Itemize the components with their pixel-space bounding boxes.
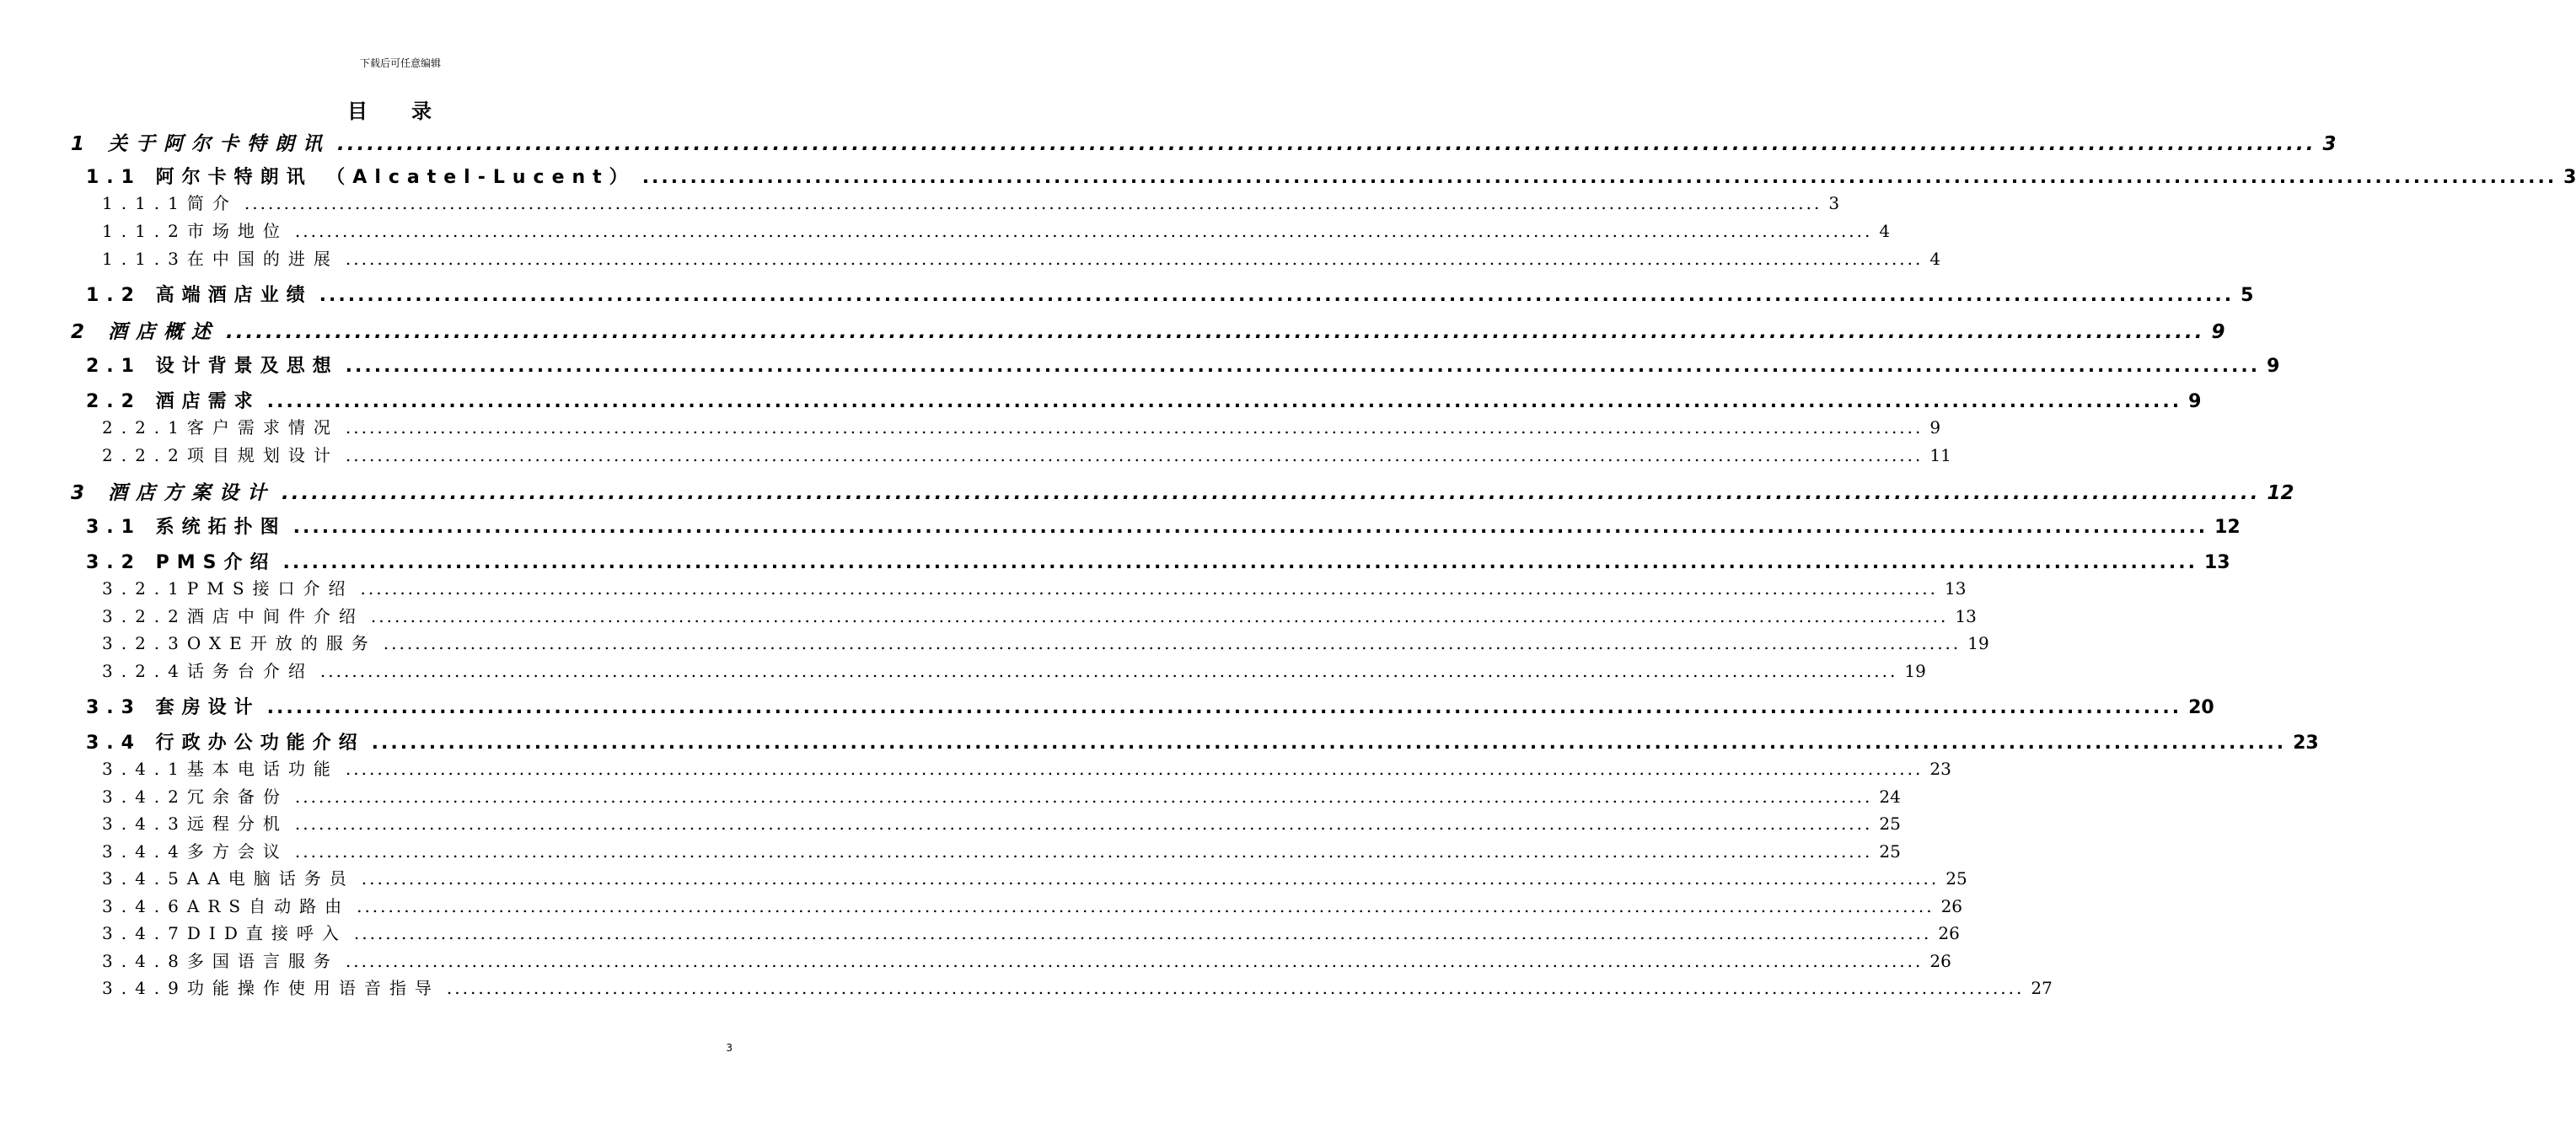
toc-leader-dots: ........................................................................................................................................................................................................ [360, 578, 1939, 599]
toc-entry-level2[interactable] [86, 163, 2576, 189]
toc-leader-dots: ........................................................................................................................................................................................................ [345, 951, 1924, 971]
toc-leader-dots: ........................................................................................................................................................................................................ [383, 633, 1962, 653]
toc-leader-dots: ........................................................................................................................................................................................................ [345, 445, 1924, 465]
toc-entry-page: 13 [1945, 578, 1967, 599]
toc-leader-dots: ........................................................................................................................................................................................................ [266, 391, 2182, 412]
toc-entry-label: 3.4.3远程分机 [102, 814, 288, 834]
toc-entry-page: 23 [2293, 733, 2319, 754]
toc-entry-label: 3.2.3OXE开放的服务 [102, 633, 377, 653]
toc-entry-label: 3.4.8多国语言服务 [102, 951, 339, 971]
toc-leader-dots: ........................................................................................................................................................................................................ [294, 814, 1873, 834]
toc-entry-page: 9 [2188, 391, 2202, 412]
toc-leader-dots: ........................................................................................................................................................................................................ [345, 759, 1924, 779]
toc-entry-label: 3.3 套房设计 [86, 697, 260, 718]
toc-entry-level3[interactable] [102, 245, 1941, 270]
toc-entry-level2[interactable] [86, 513, 2241, 539]
toc-entry-label: 2.2 酒店需求 [86, 391, 260, 412]
toc-entry-label: 3.2.1PMS接口介绍 [102, 578, 354, 599]
toc-entry-label: 3.4 行政办公功能介绍 [86, 733, 365, 754]
toc-entry-label: 1.1.1简介 [102, 193, 238, 213]
toc-entry-page: 20 [2188, 697, 2214, 718]
toc-entry-label: 3.4.1基本电话功能 [102, 759, 339, 779]
toc-leader-dots: ........................................................................................................................................................................................................ [294, 841, 1873, 862]
toc-entry-level2[interactable] [86, 352, 2280, 378]
toc-entry-page: 23 [1929, 759, 1951, 779]
toc-leader-dots: ........................................................................................................................................................................................................ [294, 787, 1873, 807]
toc-entry-label: 1.1 阿尔卡特朗讯 （Alcatel-Lucent） [86, 167, 636, 188]
toc-leader-dots: ........................................................................................................................................................................................................ [641, 167, 2557, 188]
toc-entry-label: 1.1.3在中国的进展 [102, 249, 339, 269]
toc-entry-label: 3.4.4多方会议 [102, 841, 288, 862]
toc-entry-level3[interactable] [102, 975, 2053, 999]
toc-entry-label: 3.2.2酒店中间件介绍 [102, 606, 364, 626]
toc-leader-dots: ........................................................................................................................................................................................................ [353, 923, 1932, 943]
toc-leader-dots: ........................................................................................................................................................................................................ [357, 896, 1935, 916]
toc-entry-label: 2.1 设计背景及思想 [86, 356, 339, 377]
toc-leader-dots: ........................................................................................................................................................................................................ [319, 285, 2235, 306]
toc-entry-level3[interactable] [102, 920, 1960, 944]
toc-entry-level2[interactable] [86, 693, 2214, 719]
toc-entry-page: 3 [2322, 133, 2337, 155]
toc-entry-page: 13 [1955, 606, 1977, 626]
toc-entry-page: 26 [1938, 923, 1960, 943]
toc-entry-level3[interactable] [102, 783, 1901, 808]
toc-entry-level2[interactable] [86, 728, 2319, 754]
toc-entry-page: 19 [1967, 633, 1989, 653]
toc-entry-page: 12 [2214, 517, 2241, 538]
toc-entry-page: 25 [1879, 814, 1901, 834]
toc-entry-level3[interactable] [102, 865, 1967, 889]
toc-entry-page: 12 [2267, 482, 2294, 504]
toc-entry-page: 9 [2267, 356, 2280, 377]
toc-entry-label: 2.2.1客户需求情况 [102, 417, 339, 438]
toc-entry-label: 3.2 PMS介绍 [86, 552, 276, 573]
toc-entry-page: 19 [1904, 661, 1926, 681]
toc-entry-level3[interactable] [102, 575, 1967, 599]
toc-leader-dots: ........................................................................................................................................................................................................ [266, 697, 2182, 718]
toc-leader-dots: ........................................................................................................................................................................................................ [244, 193, 1822, 213]
toc-leader-dots: ........................................................................................................................................................................................................ [282, 552, 2198, 573]
toc-leader-dots: ........................................................................................................................................................................................................ [282, 482, 2261, 504]
toc-leader-dots: ........................................................................................................................................................................................................ [226, 321, 2205, 343]
toc-entry-label: 3.4.6ARS自动路由 [102, 896, 351, 916]
toc-entry-level1[interactable] [71, 316, 2225, 344]
toc-entry-level3[interactable] [102, 838, 1901, 862]
page-number: 3 [726, 1042, 733, 1054]
toc-entry-page: 25 [1945, 868, 1967, 889]
toc-entry-level3[interactable] [102, 190, 1840, 214]
toc-entry-level3[interactable] [102, 603, 1977, 627]
toc-entry-page: 26 [1940, 896, 1963, 916]
toc-entry-page: 25 [1879, 841, 1901, 862]
toc-entry-page: 11 [1929, 445, 1951, 465]
toc-leader-dots: ........................................................................................................................................................................................................ [345, 249, 1924, 269]
toc-entry-level2[interactable] [86, 387, 2202, 413]
toc-entry-level1[interactable] [71, 128, 2337, 156]
toc-entry-page: 27 [2031, 978, 2053, 998]
toc-leader-dots: ........................................................................................................................................................................................................ [361, 868, 1940, 889]
toc-leader-dots: ........................................................................................................................................................................................................ [292, 517, 2208, 538]
toc-entry-label: 3.2.4话务台介绍 [102, 661, 314, 681]
toc-entry-label: 1.1.2市场地位 [102, 221, 288, 241]
toc-entry-level1[interactable] [71, 477, 2294, 505]
toc-entry-level3[interactable] [102, 442, 1951, 466]
page-header: 下载后可任意编辑 [359, 57, 441, 69]
toc-entry-label: 3 酒店方案设计 [71, 482, 276, 504]
toc-entry-label: 2 酒店概述 [71, 321, 220, 343]
toc-entry-level3[interactable] [102, 948, 1951, 972]
toc-entry-page: 9 [1929, 417, 1941, 438]
toc-entry-level3[interactable] [102, 755, 1951, 780]
toc-entry-level3[interactable] [102, 658, 1926, 682]
toc-leader-dots: ........................................................................................................................................................................................................ [371, 733, 2287, 754]
toc-entry-level2[interactable] [86, 548, 2230, 574]
toc-entry-page: 24 [1879, 787, 1901, 807]
toc-entry-label: 3.4.5AA电脑话务员 [102, 868, 355, 889]
toc-title: 目录 [347, 99, 475, 123]
toc-entry-level3[interactable] [102, 810, 1901, 835]
toc-entry-level3[interactable] [102, 414, 1941, 438]
toc-entry-level3[interactable] [102, 630, 1989, 654]
toc-leader-dots: ........................................................................................................................................................................................................ [319, 661, 1898, 681]
toc-entry-label: 3.4.9功能操作使用语音指导 [102, 978, 440, 998]
toc-leader-dots: ........................................................................................................................................................................................................ [294, 221, 1873, 241]
toc-entry-page: 26 [1929, 951, 1951, 971]
toc-entry-label: 3.4.2冗余备份 [102, 787, 288, 807]
toc-entry-page: 13 [2203, 552, 2230, 573]
toc-leader-dots: ........................................................................................................................................................................................................ [446, 978, 2025, 998]
toc-leader-dots: ........................................................................................................................................................................................................ [370, 606, 1949, 626]
toc-entry-page: 3 [1828, 193, 1840, 213]
toc-leader-dots: ........................................................................................................................................................................................................ [345, 417, 1924, 438]
toc-entry-level2[interactable] [86, 281, 2254, 307]
toc-entry-label: 3.1 系统拓扑图 [86, 517, 287, 538]
toc-entry-label: 1.2 高端酒店业绩 [86, 285, 313, 306]
toc-entry-level3[interactable] [102, 893, 1963, 917]
toc-entry-page: 5 [2241, 285, 2254, 306]
toc-entry-page: 3 [2563, 167, 2576, 188]
toc-entry-label: 3.4.7DID直接呼入 [102, 923, 347, 943]
toc-entry-label: 1 关于阿尔卡特朗讯 [71, 133, 331, 155]
toc-entry-level3[interactable] [102, 217, 1891, 242]
toc-entry-page: 4 [1929, 249, 1941, 269]
toc-entry-page: 4 [1879, 221, 1891, 241]
toc-leader-dots: ........................................................................................................................................................................................................ [337, 133, 2316, 155]
toc-entry-page: 9 [2211, 321, 2225, 343]
toc-leader-dots: ........................................................................................................................................................................................................ [345, 356, 2261, 377]
toc-entry-label: 2.2.2项目规划设计 [102, 445, 339, 465]
